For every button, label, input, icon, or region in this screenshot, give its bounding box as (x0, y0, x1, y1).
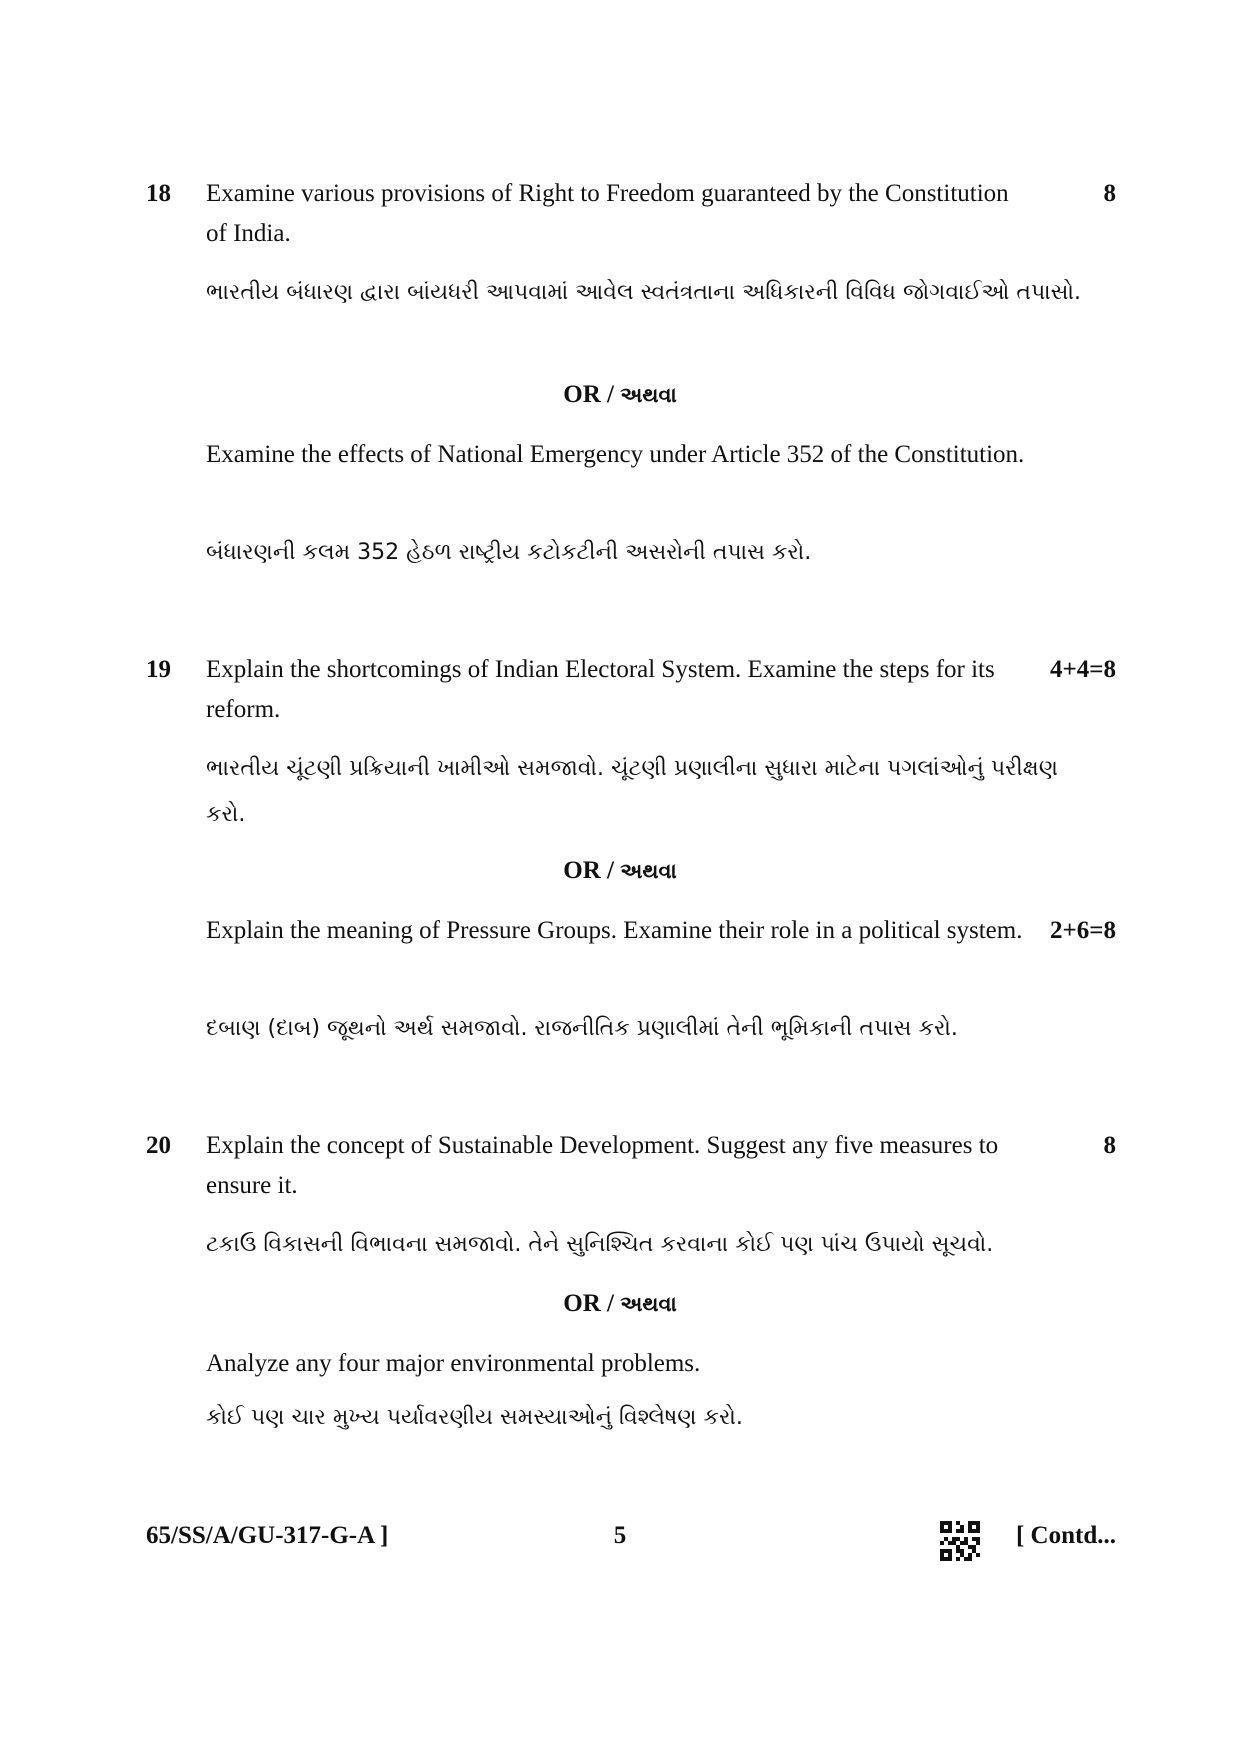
continued-label: [ Contd... (1015, 1522, 1116, 1549)
or-separator (0, 851, 1240, 891)
page-footer (0, 1516, 1240, 1556)
page-number: 5 (613, 1522, 627, 1549)
paper-code: 65/SS/A/GU-317-G-A ] (146, 1522, 389, 1549)
question-text-gujarati: ભારતીય ચૂંટણી પ્રક્રિયાની ખામીઓ સમજાવો. ચૂંટણી પ્રણાલીના સુધારા માટેના પગલાંઓનું પરીક્ષણ કરો. (206, 756, 1058, 827)
or-label-english: OR / (563, 1290, 614, 1317)
or-label-gujarati: અથવા (620, 1292, 677, 1316)
alternative-question-text-gujarati: બંધારણની કલમ 352 હેઠળ રાષ્ટ્રીય કટોકટીની અસરોની તપાસ કરો. (206, 540, 812, 565)
or-label-english: OR / (563, 381, 614, 408)
question-marks: 8 (1103, 180, 1116, 207)
alternative-question-text-gujarati: દબાણ (દાબ) જૂથનો અર્થ સમજાવો. રાજનીતિક પ્રણાલીમાં તેની ભૂમિકાની તપાસ કરો. (206, 1016, 958, 1041)
question-text-english: Explain the shortcomings of Indian Electoral System. Examine the steps for its reform. (206, 656, 995, 723)
alternative-question-text-gujarati: કોઈ પણ ચાર મુખ્ય પર્યાવરણીય સમસ્યાઓનું વિશ્લેષણ કરો. (206, 1405, 743, 1430)
qr-code-icon (940, 1521, 980, 1561)
question-number: 19 (146, 656, 171, 683)
question-number: 18 (146, 180, 171, 207)
or-label-gujarati: અથવા (620, 859, 677, 883)
or-label-gujarati: અથવા (620, 383, 677, 407)
or-separator (0, 1284, 1240, 1324)
alternative-question-text-english: Examine the effects of National Emergency under Article 352 of the Constitution. (206, 441, 1025, 468)
alternative-question-text-english: Explain the meaning of Pressure Groups. Examine their role in a political system. (206, 917, 1023, 944)
alternative-question-marks: 2+6=8 (1050, 917, 1116, 944)
question-marks: 8 (1103, 1132, 1116, 1159)
alternative-question-text-english: Analyze any four major environmental problems. (206, 1350, 701, 1377)
question-text-english: Examine various provisions of Right to Freedom guaranteed by the Constitution of India. (206, 180, 1009, 247)
question-number: 20 (146, 1132, 171, 1159)
or-label-english: OR / (563, 857, 614, 884)
question-text-gujarati: ટકાઉ વિકાસની વિભાવના સમજાવો. તેને સુનિશ્ચિત કરવાના કોઈ પણ પાંચ ઉપાયો સૂચવો. (206, 1232, 994, 1257)
question-text-gujarati: ભારતીય બંધારણ દ્વારા બાંયધરી આપવામાં આવેલ સ્વતંત્રતાના અધિકારની વિવિધ જોગવાઈઓ તપાસો. (206, 280, 1081, 305)
or-separator (0, 375, 1240, 415)
question-marks: 4+4=8 (1050, 656, 1116, 683)
question-text-english: Explain the concept of Sustainable Development. Suggest any five measures to ensure it. (206, 1132, 999, 1199)
